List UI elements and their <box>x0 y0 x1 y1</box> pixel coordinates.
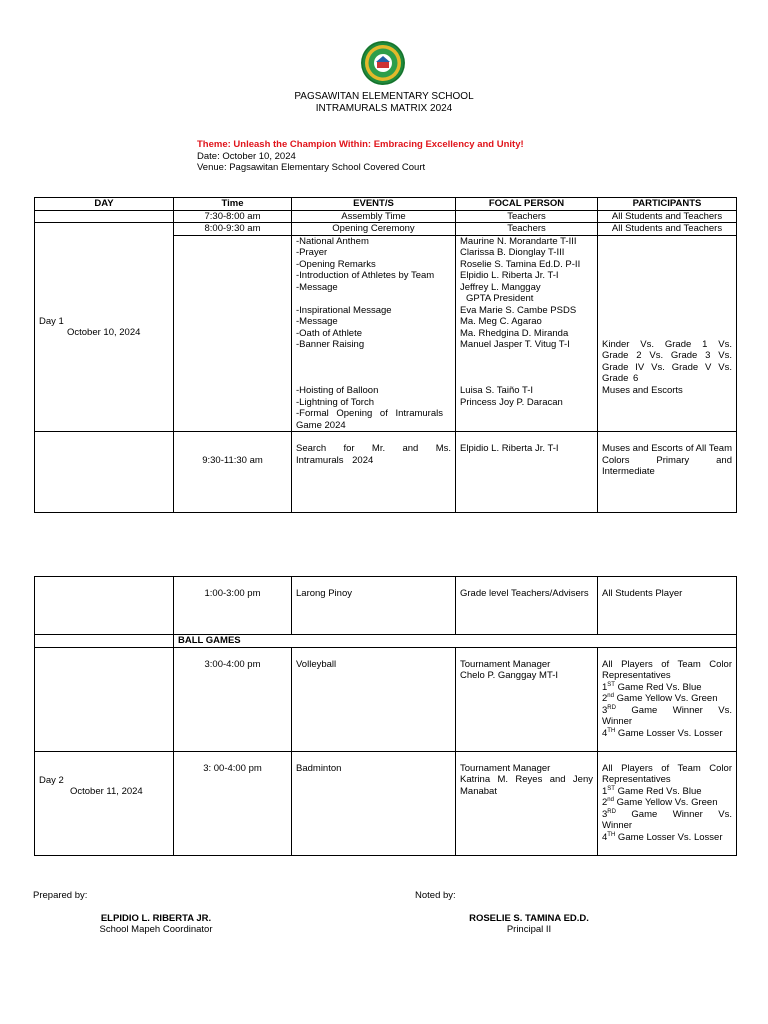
noted-by-name: ROSELIE S. TAMINA ED.D. <box>469 913 589 924</box>
event-item: -Opening Remarks <box>296 258 376 270</box>
focal-cell <box>456 647 598 751</box>
header-time: Time <box>174 198 292 211</box>
event-cell: Badminton <box>292 751 456 855</box>
game-line: 4TH Game Losser Vs. Losser <box>602 831 723 843</box>
focal-person: Ma. Rhedgina D. Miranda <box>460 327 569 339</box>
game-line: 2nd Game Yellow Vs. Green <box>602 692 718 704</box>
school-seal-logo <box>360 40 406 86</box>
game-line: 2nd Game Yellow Vs. Green <box>602 796 718 808</box>
day-cell <box>35 210 174 223</box>
participants-grades: Kinder Vs. Grade 1 Vs. Grade 2 Vs. Grade 3 Vs. Grade IV Vs. Grade V Vs. Grade 6 <box>602 338 732 384</box>
event-item: Game 2024 <box>296 419 346 431</box>
time-cell: 9:30-11:30 am <box>174 432 292 513</box>
event-item: -Banner Raising <box>296 339 365 350</box>
time-cell: 8:00-9:30 am <box>174 223 292 236</box>
focal-cell: Teachers <box>456 210 598 223</box>
table-row <box>35 577 737 635</box>
game-line: 3RD Game Winner Vs. Winner <box>602 704 732 727</box>
participants-cell <box>598 647 737 751</box>
schedule-table-day1 <box>34 197 737 513</box>
focal-person: Eva Marie S. Cambe PSDS <box>460 304 577 316</box>
focal-person: Katrina M. Reyes and Jeny Manabat <box>460 774 593 797</box>
game-line: 1ST Game Red Vs. Blue <box>602 785 702 797</box>
event-venue: Venue: Pagsawitan Elementary School Covered Court <box>197 162 426 173</box>
day-cell <box>35 577 174 635</box>
event-cell: Opening Ceremony <box>292 223 456 236</box>
focal-person: Princess Joy P. Daracan <box>460 396 563 408</box>
noted-by-title: Principal II <box>506 924 552 935</box>
day-cell <box>35 647 174 751</box>
time-cell <box>174 235 292 432</box>
event-item: -Introduction of Athletes by Team <box>296 270 435 281</box>
event-item: -Message <box>296 281 338 293</box>
event-item: -Oath of Athlete <box>296 327 363 339</box>
focal-list-cell <box>456 235 598 432</box>
event-item: -Formal Opening of Intramurals <box>296 408 443 419</box>
game-line: 3RD Game Winner Vs. Winner <box>602 808 732 831</box>
table-row <box>35 635 737 648</box>
participants-cell: All Students Player <box>598 577 737 635</box>
prepared-by-label: Prepared by: <box>33 890 88 901</box>
participants-cell: All Students and Teachers <box>598 210 737 223</box>
day1-label: Day 1 <box>39 315 64 327</box>
event-item: -Message <box>296 316 338 327</box>
participants-cell <box>598 235 737 432</box>
day-cell <box>35 432 174 513</box>
document-title: INTRAMURALS MATRIX 2024 <box>315 103 453 114</box>
events-list-cell <box>292 235 456 432</box>
game-line: 4TH Game Losser Vs. Losser <box>602 727 723 739</box>
event-item: -Lightning of Torch <box>296 396 374 408</box>
focal-cell <box>456 751 598 855</box>
theme-text: Theme: Unleash the Champion Within: Embracing Excellency and Unity! <box>197 139 524 150</box>
schedule-table-day2 <box>34 576 737 856</box>
focal-person: Luisa S. Taiño T-I <box>460 385 534 396</box>
event-item: -Prayer <box>296 247 328 258</box>
participants-intro: All Players of Team Color Representatives <box>602 658 732 681</box>
prepared-by-name: ELPIDIO L. RIBERTA JR. <box>100 913 212 924</box>
event-cell: Assembly Time <box>292 210 456 223</box>
prepared-by-title: School Mapeh Coordinator <box>99 924 213 935</box>
table-row <box>35 223 737 236</box>
focal-cell: Grade level Teachers/Advisers <box>456 577 598 635</box>
focal-person: Roselie S. Tamina Ed.D. P-II <box>460 258 581 270</box>
focal-person: Jeffrey L. Manggay <box>460 281 541 293</box>
day2-cell <box>35 751 174 855</box>
day2-label: Day 2 <box>39 774 64 786</box>
time-cell: 3: 00-4:00 pm <box>174 751 292 855</box>
day-cell <box>35 635 174 648</box>
focal-person: Elpidio L. Riberta Jr. T-I <box>460 270 559 281</box>
table-row <box>35 647 737 751</box>
spacer <box>460 351 593 363</box>
spacer <box>296 374 451 386</box>
time-cell: 7:30-8:00 am <box>174 210 292 223</box>
spacer <box>296 293 451 305</box>
participants-cell: All Students and Teachers <box>598 223 737 236</box>
event-cell: Larong Pinoy <box>292 577 456 635</box>
noted-by-label: Noted by: <box>415 890 456 901</box>
spacer <box>296 351 451 363</box>
game-line: 1ST Game Red Vs. Blue <box>602 681 702 693</box>
event-cell: Search for Mr. and Ms. Intramurals 2024 <box>292 432 456 513</box>
focal-person: GPTA President <box>466 293 534 304</box>
ball-games-heading: BALL GAMES <box>174 635 737 648</box>
header-focal-person: FOCAL PERSON <box>456 198 598 211</box>
time-cell: 3:00-4:00 pm <box>174 647 292 751</box>
focal-person: Ma. Meg C. Agarao <box>460 316 542 327</box>
focal-role: Tournament Manager <box>460 762 551 774</box>
event-item: -Hoisting of Balloon <box>296 385 379 396</box>
event-date: Date: October 10, 2024 <box>197 151 296 162</box>
header-day: DAY <box>35 198 174 211</box>
time-cell: 1:00-3:00 pm <box>174 577 292 635</box>
participants-intro: All Players of Team Color Representatives <box>602 762 732 785</box>
focal-cell: Elpidio L. Riberta Jr. T-I <box>456 432 598 513</box>
spacer <box>296 362 451 374</box>
event-cell: Volleyball <box>292 647 456 751</box>
day2-date: October 11, 2024 <box>70 786 143 797</box>
event-item: -National Anthem <box>296 235 369 247</box>
spacer <box>460 374 593 386</box>
event-item: -Inspirational Message <box>296 304 392 316</box>
table-row <box>35 751 737 855</box>
focal-person: Manuel Jasper T. Vitug T-I <box>460 339 570 350</box>
table-row <box>35 432 737 513</box>
focal-person: Chelo P. Ganggay MT-I <box>460 670 559 681</box>
spacer <box>460 362 593 374</box>
focal-role: Tournament Manager <box>460 658 551 670</box>
participants-cell: Muses and Escorts of All Team Colors Primary and Intermediate <box>598 432 737 513</box>
focal-person: Clarissa B. Dionglay T-III <box>460 247 565 258</box>
header-events: EVENT/S <box>292 198 456 211</box>
header-participants: PARTICIPANTS <box>598 198 737 211</box>
school-name: PAGSAWITAN ELEMENTARY SCHOOL <box>294 91 474 102</box>
participants-muses: Muses and Escorts <box>602 384 683 396</box>
participants-cell <box>598 751 737 855</box>
table-row <box>35 210 737 223</box>
day1-date: October 10, 2024 <box>67 327 141 338</box>
day1-cell <box>35 223 174 432</box>
focal-person: Maurine N. Morandarte T-III <box>460 235 577 247</box>
focal-cell: Teachers <box>456 223 598 236</box>
